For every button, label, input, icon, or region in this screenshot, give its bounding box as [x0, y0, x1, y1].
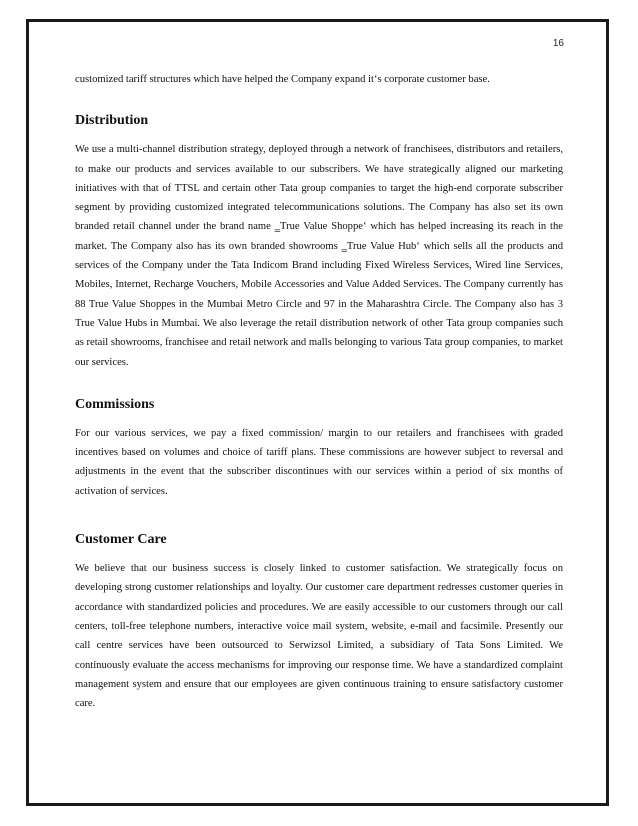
page-number: 16 [552, 38, 564, 49]
commissions-heading: Commissions [75, 396, 155, 412]
document-content [75, 70, 563, 713]
customer-care-heading: Customer Care [75, 532, 167, 548]
distribution-paragraph: We use a multi-channel distribution strategy, deployed through a network of franchisees, distributors and retailers, to make our products and services available to our subscribers. We have strategically aligned our marketing initiatives with that of TTSL and certain other Tata group companies to target the high-end corporate subscriber segment by providing customized integrated telecommunications solutions. The Company has also set its own branded retail channel under the brand name ‗True Value Shoppe‘ which has helped increasing its reach in the market. The Company also has its own branded showrooms ‗True Value Hub‘ which sells all the products and services of the Company under the Tata Indicom Brand including Fixed Wireless Services, Wired line Services, Mobiles, Internet, Recharge Vouchers, Mobile Accessories and Value Added Services. The Company currently has 88 True Value Shoppes in the Mumbai Metro Circle and 97 in the Maharashtra Circle. The Company also has 3 True Value Hubs in Mumbai. We also leverage the retail distribution network of other Tata group companies such as retail showrooms, franchisee and retail network and malls belonging to various Tata group companies, to market our services. [75, 144, 564, 368]
intro-paragraph: customized tariff structures which have helped the Company expand it‘s corporate customer base. [75, 74, 490, 85]
customer-care-paragraph: We believe that our business success is closely linked to customer satisfaction. We strategically focus on developing strong customer relationships and loyalty. Our customer care department redresses customer queries in accordance with standardized policies and procedures. We are easily accessible to our customers through our call centers, toll-free telephone numbers, interactive voice mail system, website, e-mail and facsimile. Presently our call centre services have been outsourced to Serwizsol Limited, a subsidiary of Tata Sons Limited. We continuously evaluate the access mechanisms for improving our response time. We have a standardized complaint management system and ensure that our employees are given continuous training to ensure satisfactory customer care. [75, 563, 563, 710]
commissions-paragraph: For our various services, we pay a fixed commission/ margin to our retailers and franchisees with graded incentives based on volumes and choice of tariff plans. These commissions are however subject to reversal and adjustments in the event that the subscriber discontinues with our services within a period of six months of activation of services. [75, 427, 563, 497]
distribution-heading: Distribution [75, 113, 149, 129]
